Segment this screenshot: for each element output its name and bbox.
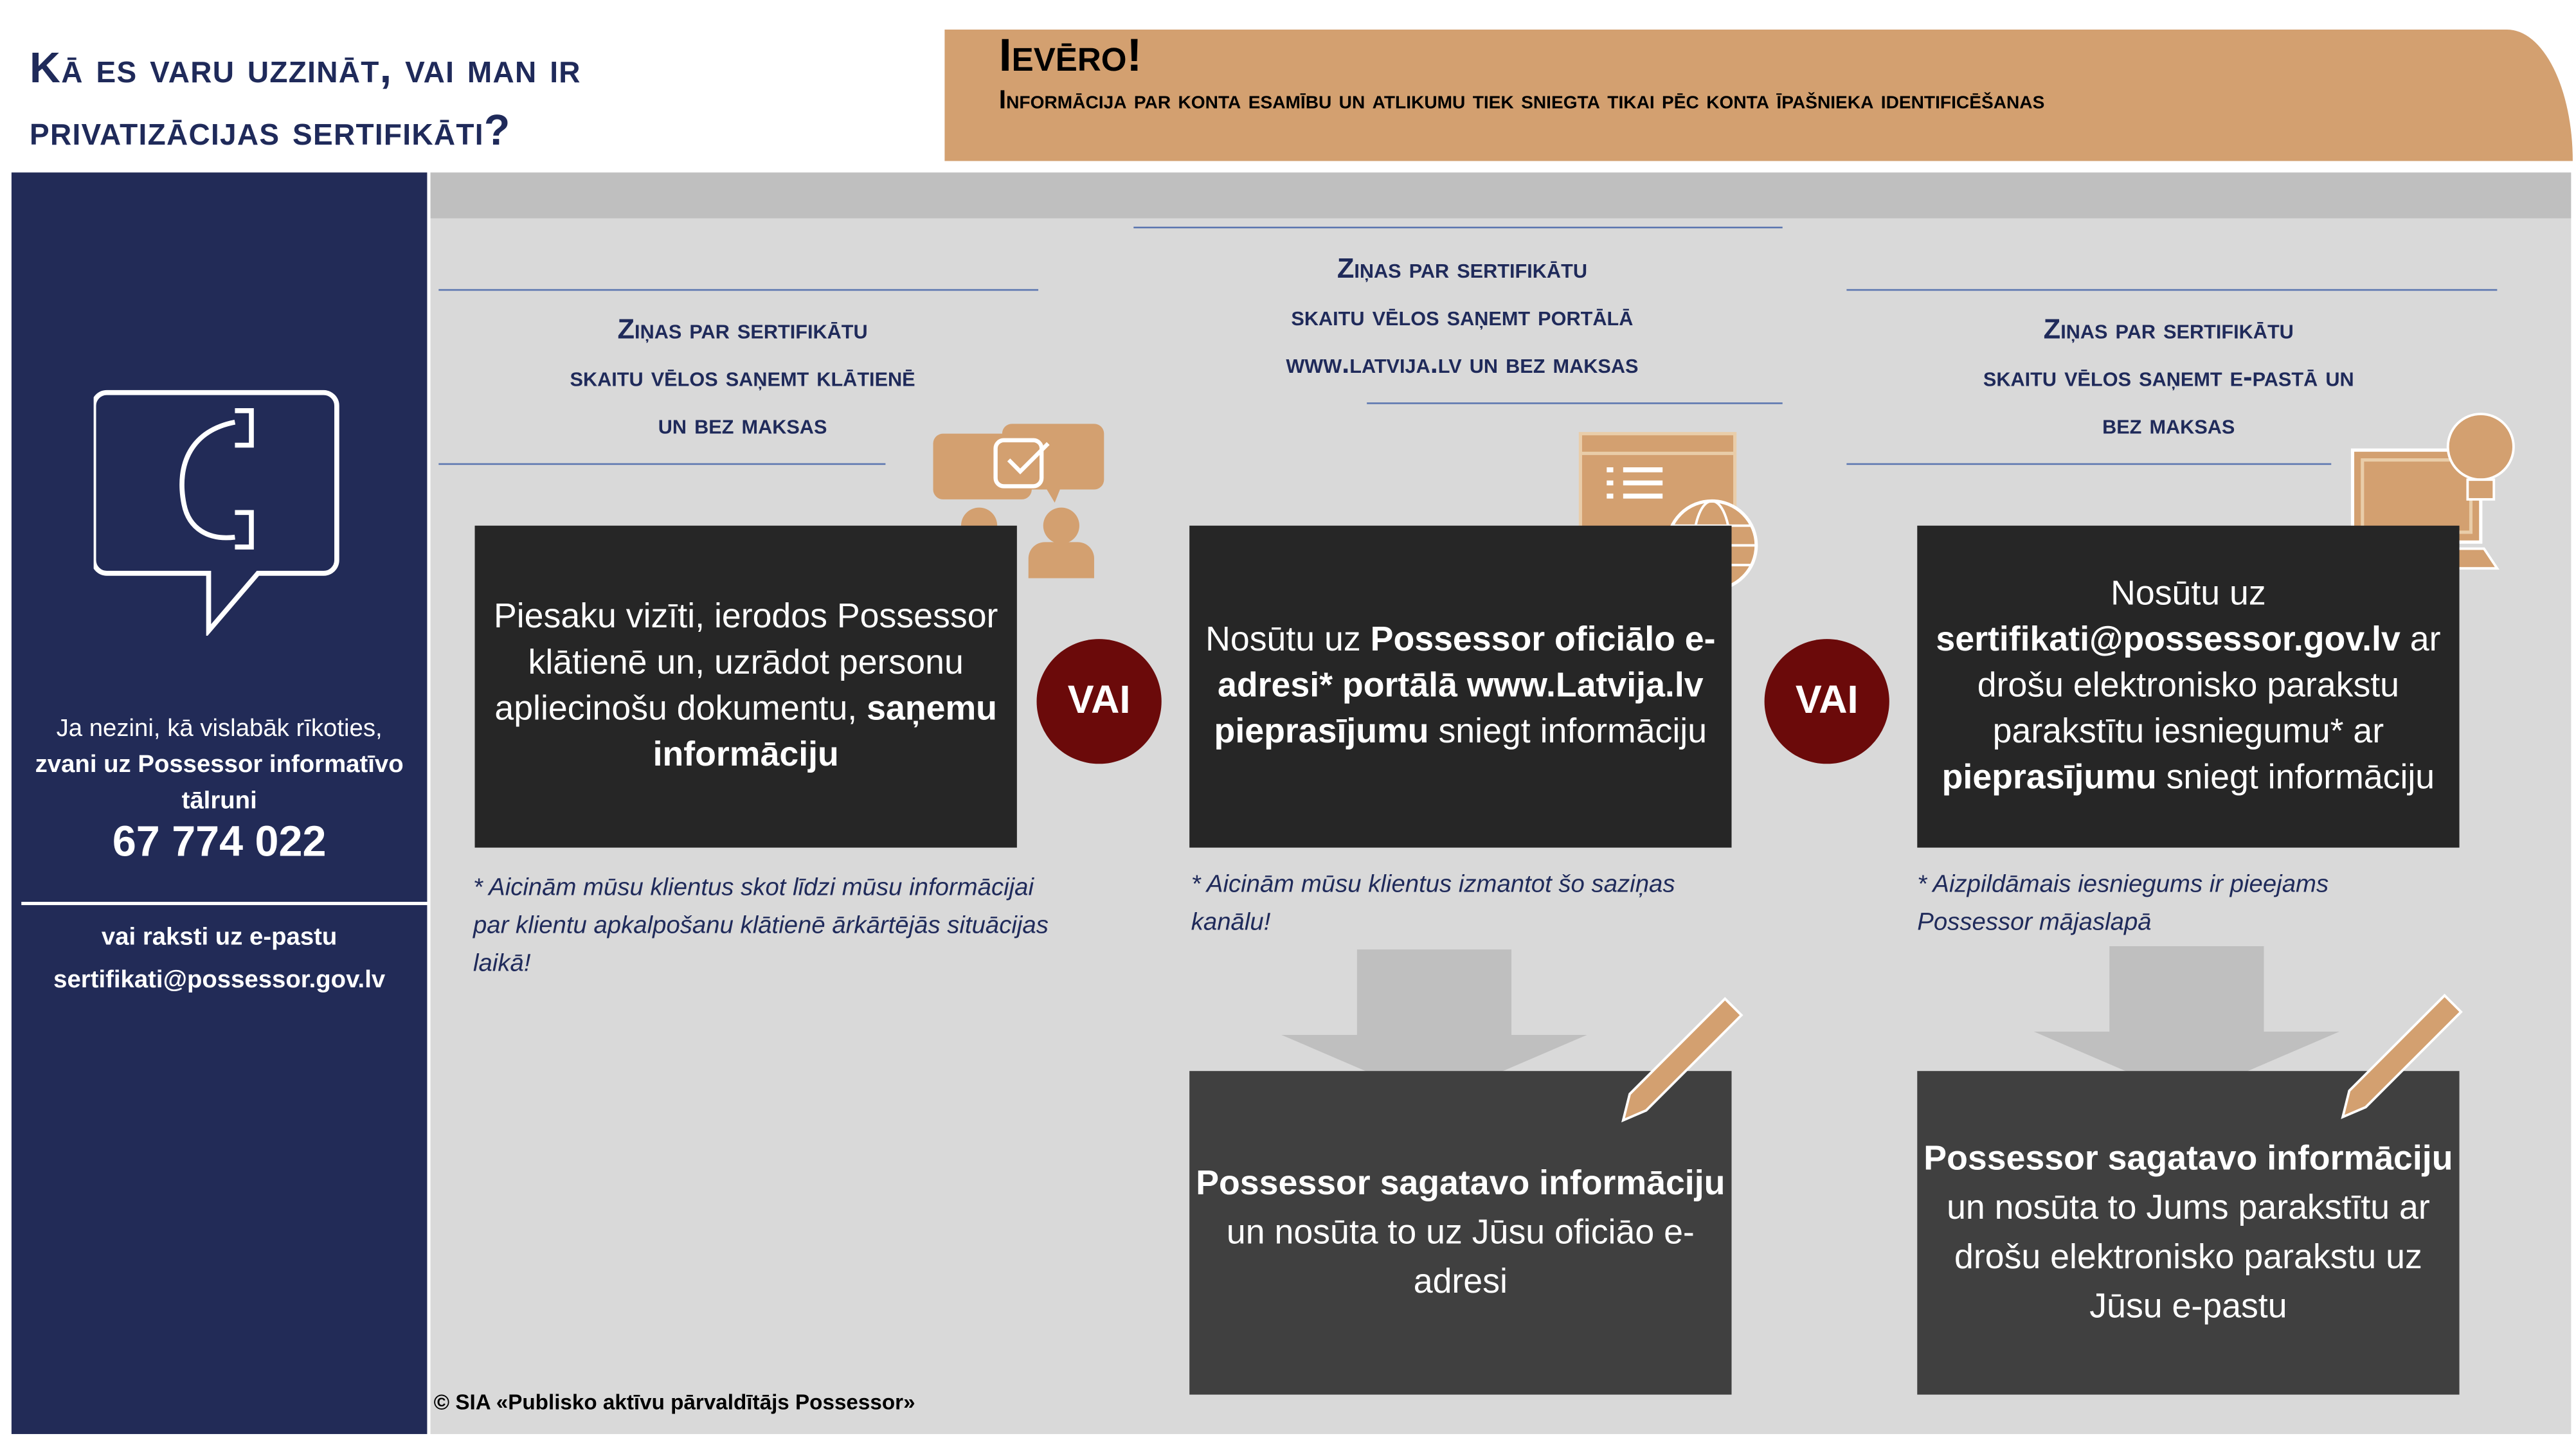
or-badge: VAI bbox=[1765, 639, 1889, 764]
divider bbox=[1367, 402, 1783, 404]
text-bold: Possessor sagatavo informāciju bbox=[1923, 1139, 2453, 1178]
result-text bbox=[1917, 1135, 2459, 1332]
sidebar-line: tālruni bbox=[181, 787, 257, 815]
page-title bbox=[30, 36, 950, 161]
notice-heading: Ievēro! bbox=[998, 29, 1142, 81]
note-portal: * Aicinām mūsu klientus izmantot šo saziņas kanālu! bbox=[1191, 870, 1675, 937]
divider bbox=[438, 289, 1038, 291]
divider bbox=[1133, 227, 1782, 229]
text-bold: Possessor sagatavo informāciju bbox=[1196, 1163, 1725, 1202]
phone-chat-icon bbox=[94, 390, 340, 636]
text-bold: Possessor oficiālo e-adresi* portālā www.Latvija.lv pieprasījumu bbox=[1214, 620, 1716, 751]
text-bold: pieprasījumu bbox=[1941, 758, 2157, 797]
email-link[interactable]: sertifikati@possessor.gov.lv bbox=[1936, 620, 2400, 659]
header-line: Ziņas par sertifikātu bbox=[1337, 253, 1587, 285]
title-line: Kā es varu uzzināt, vai man ir bbox=[29, 42, 581, 93]
text: sniegt informāciju bbox=[1428, 713, 1707, 751]
divider-bar bbox=[431, 172, 2571, 219]
pencil-icon bbox=[1614, 992, 1749, 1127]
header-line: un bez maksas bbox=[658, 409, 827, 440]
phone-number[interactable]: 67 774 022 bbox=[112, 816, 327, 866]
header-line: www.latvija.lv un bez maksas bbox=[1286, 348, 1639, 380]
divider bbox=[21, 902, 429, 905]
step-text bbox=[1189, 618, 1731, 756]
sidebar-text bbox=[12, 712, 428, 820]
column-header-portal bbox=[1133, 245, 1790, 388]
sidebar-line: zvani uz Possessor informatīvo bbox=[35, 750, 404, 779]
notice-banner bbox=[944, 30, 2573, 161]
note-in-person: * Aicinām mūsu klientus skot līdzi mūsu informācijai par klientu apkalpošanu klātienē ārkārtējās situācijas laikā! bbox=[473, 874, 1049, 978]
header-line: skaitu vēlos saņemt portālā bbox=[1291, 300, 1634, 332]
copyright: © SIA «Publisko aktīvu pārvaldītājs Possessor» bbox=[433, 1389, 915, 1415]
text: ar drošu elektronisko parakstu parakstītu iesniegumu* ar bbox=[1977, 620, 2441, 751]
text-bold: saņemu informāciju bbox=[653, 690, 997, 774]
text: un nosūta to Jums parakstītu ar drošu elektronisko parakstu uz Jūsu e-pastu bbox=[1947, 1188, 2430, 1325]
divider bbox=[1846, 289, 2497, 291]
header-line: bez maksas bbox=[2102, 409, 2235, 440]
result-text bbox=[1189, 1159, 1731, 1307]
header-line: Ziņas par sertifikātu bbox=[617, 314, 868, 345]
step-box-email bbox=[1917, 526, 2459, 848]
text: Piesaku vizīti, ierodos Possessor klātienē un, uzrādot personu apliecinošu dokumentu, bbox=[493, 598, 998, 728]
divider bbox=[438, 463, 885, 465]
or-badge: VAI bbox=[1037, 639, 1162, 764]
notice-text: Informācija par konta esamību un atlikumu tiek sniegta tikai pēc konta īpašnieka identificēšanas bbox=[998, 87, 2045, 115]
note-email: * Aizpildāmais iesniegums ir pieejams Possessor mājaslapā bbox=[1917, 870, 2329, 937]
text: sniegt informāciju bbox=[2156, 758, 2435, 797]
sidebar-line: Ja nezini, kā vislabāk rīkoties, bbox=[56, 714, 383, 743]
step-box-portal bbox=[1189, 526, 1731, 848]
step-box-in-person bbox=[475, 526, 1017, 848]
pencil-icon bbox=[2333, 989, 2468, 1124]
text: Nosūtu uz bbox=[1205, 620, 1371, 659]
text: un nosūta to uz Jūsu oficiāo e-adresi bbox=[1226, 1213, 1695, 1300]
header-line: Ziņas par sertifikātu bbox=[2043, 314, 2294, 345]
sidebar-line: vai raksti uz e-pastu bbox=[101, 923, 338, 951]
header-line: skaitu vēlos saņemt e-pastā un bbox=[1983, 361, 2354, 393]
divider bbox=[1846, 463, 2331, 465]
header-line: skaitu vēlos saņemt klātienē bbox=[570, 361, 915, 393]
text: Nosūtu uz bbox=[2111, 575, 2266, 613]
contact-sidebar bbox=[12, 172, 428, 1434]
step-text bbox=[475, 595, 1017, 778]
sidebar-email-block bbox=[12, 917, 428, 1002]
title-line: privatizācijas sertifikāti? bbox=[29, 105, 511, 155]
step-text bbox=[1917, 571, 2459, 802]
email-link[interactable]: sertifikati@possessor.gov.lv bbox=[53, 965, 386, 994]
